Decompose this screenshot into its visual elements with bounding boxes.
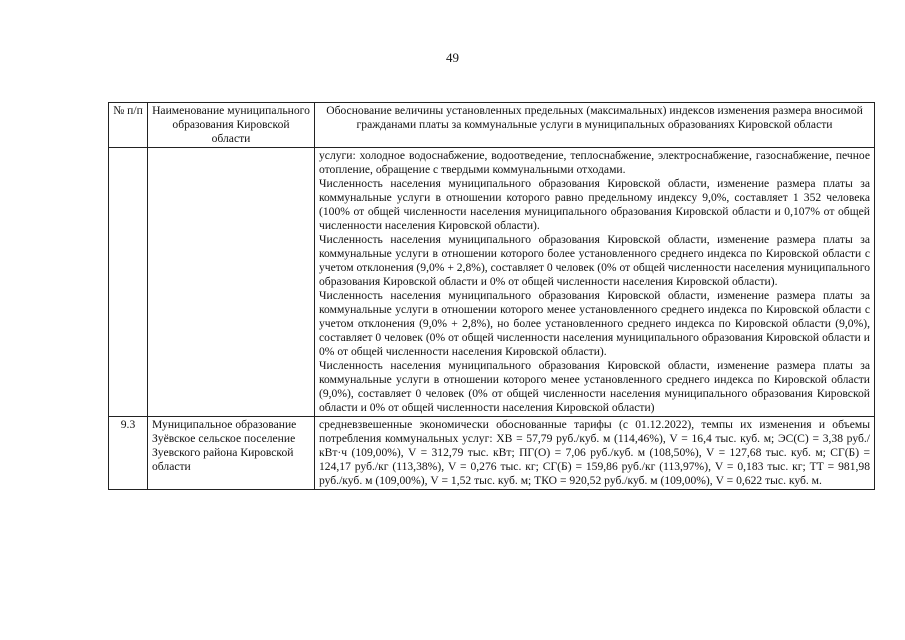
paragraph: Численность населения муниципального образования Кировской области, изменение размера платы за коммунальные услуги в отношении которого менее установленного среднего индекса по Кировской области (9,0%), составляет 0 человек (0% от общей численности населения муниципального образования Кировской области и 0% от общей численности населения Кировской области) — [319, 359, 870, 414]
page-number: 49 — [446, 50, 459, 65]
row-number — [109, 148, 148, 417]
paragraph: средневзвешенные экономически обоснованные тарифы (с 01.12.2022), темпы их изменения и объемы потребления коммунальных услуг: ХВ = 57,79 руб./куб. м (114,46%), V = 16,4 тыс. куб. м; ЭС(С) = 3,38 руб./кВт·ч (109,00%), V = 312,79 тыс. кВт; ПГ(О) = 7,06 руб./куб. м (108,50%), V = 127,68 тыс. куб. м; СГ(Б) = 124,17 руб./кг (113,38%), V = 0,276 тыс. кг; СГ(Б) = 159,86 руб./кг (113,97%), V = 0,183 тыс. кг; ТТ = 981,98 руб./куб. м (109,00%), V = 1,52 тыс. куб. м; ТКО = 920,52 руб./куб. м (109,00%), V = 0,622 тыс. куб. м. — [319, 418, 870, 487]
row-justification — [315, 148, 875, 417]
index-justification-table — [108, 102, 875, 490]
header-number: № п/п — [109, 103, 148, 148]
header-justification: Обоснование величины установленных предельных (максимальных) индексов изменения размера вносимой гражданами платы за коммунальные услуги в муниципальных образованиях Кировской области — [315, 103, 875, 148]
table-header-row — [109, 103, 875, 148]
paragraph: услуги: холодное водоснабжение, водоотведение, теплоснабжение, электроснабжение, газоснабжение, печное отопление, обращение с твердыми коммунальными отходами. — [319, 149, 870, 176]
row-number: 9.3 — [109, 417, 148, 490]
header-name: Наименование муниципального образования Кировской области — [148, 103, 315, 148]
row-name — [148, 148, 315, 417]
paragraph: Численность населения муниципального образования Кировской области, изменение размера платы за коммунальные услуги в отношении которого равно предельному индексу 9,0%, составляет 1 352 человека (100% от общей численности населения муниципального образования Кировской области и 0,107% от общей численности населения Кировской области). — [319, 177, 870, 232]
paragraph: Численность населения муниципального образования Кировской области, изменение размера платы за коммунальные услуги в отношении которого более установленного среднего индекса по Кировской области с учетом отклонения (9,0% + 2,8%), составляет 0 человек (0% от общей численности населения муниципального образования Кировской области и 0% от общей численности населения Кировской области). — [319, 233, 870, 288]
table-row — [109, 148, 875, 417]
row-justification — [315, 417, 875, 490]
row-name: Муниципальное образование Зуёвское сельское поселение Зуевского района Кировской области — [148, 417, 315, 490]
table-row — [109, 417, 875, 490]
paragraph: Численность населения муниципального образования Кировской области, изменение размера платы за коммунальные услуги в отношении которого менее установленного среднего индекса по Кировской области с учетом отклонения (9,0% + 2,8%), но более установленного среднего индекса по Кировской области (9,0%), составляет 0 человек (0% от общей численности населения муниципального образования Кировской области и 0% от общей численности населения Кировской области). — [319, 289, 870, 358]
